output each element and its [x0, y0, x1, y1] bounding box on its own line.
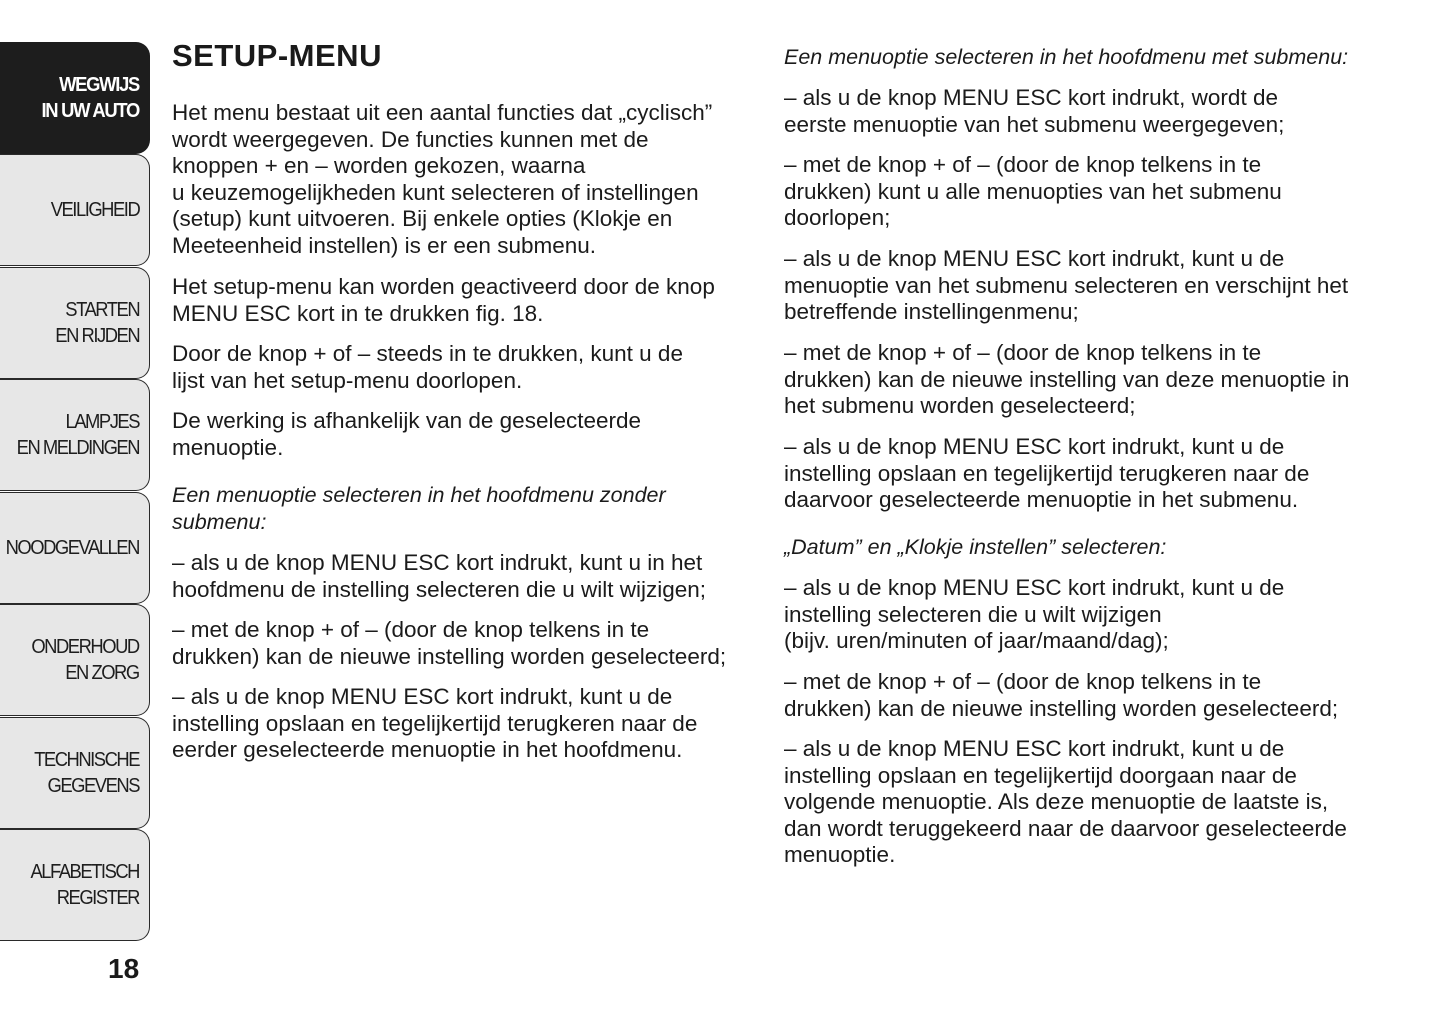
- tab-wegwijs[interactable]: [0, 42, 150, 154]
- tab-onderhoud[interactable]: [0, 604, 150, 716]
- tab-technische[interactable]: [0, 717, 150, 829]
- list-item: – met de knop + of – (door de knop telkens in te drukken) kan de nieuwe instelling worden geselecteerd;: [172, 617, 727, 669]
- tab-label: TECHNISCHE GEGEVENS: [34, 749, 139, 797]
- activation-paragraph: Het setup-menu kan worden geactiveerd door de knop MENU ESC kort in te drukken fig. 18.: [172, 274, 715, 326]
- tab-label: LAMPJES EN MELDINGEN: [16, 411, 139, 459]
- scroll-paragraph: Door de knop + of – steeds in te drukken, kunt u de lijst van het setup-menu doorlopen.: [172, 341, 683, 393]
- list-item: – met de knop + of – (door de knop telkens in te drukken) kan de nieuwe instelling worden geselecteerd;: [784, 669, 1339, 721]
- tab-label: NOODGEVALLEN: [5, 537, 139, 559]
- list-item: – als u de knop MENU ESC kort indrukt, kunt u in het hoofdmenu de instelling selecteren die u wilt wijzigen;: [172, 550, 707, 602]
- intro-paragraph: Het menu bestaat uit een aantal functies dat „cyclisch” wordt weergegeven. De functies kunnen met de knoppen + en – worden gekozen, waarna u keuzemogelijkheden kunt selecteren of instellingen (setup) kunt uitvoeren. Bij enkele opties (Klokje en Meeteenheid instellen) is er een submenu.: [172, 100, 713, 258]
- tab-alfabetisch[interactable]: [0, 829, 150, 941]
- tab-starten[interactable]: [0, 267, 150, 379]
- tab-noodgevallen[interactable]: [0, 492, 150, 604]
- subheading-with-submenu: Een menuoptie selecteren in het hoofdmenu met submenu:: [784, 45, 1349, 69]
- operation-paragraph: De werking is afhankelijk van de geselecteerde menuoptie.: [172, 408, 642, 460]
- page-title: SETUP-MENU: [172, 38, 382, 73]
- list-item: – met de knop + of – (door de knop telkens in te drukken) kan de nieuwe instelling van deze menuoptie in het submenu worden geselecteerd;: [784, 340, 1350, 418]
- subheading-date-clock: „Datum” en „Klokje instellen” selecteren:: [784, 535, 1167, 559]
- tab-lampjes[interactable]: [0, 379, 150, 491]
- subheading-no-submenu: Een menuoptie selecteren in het hoofdmenu zonder submenu:: [172, 483, 666, 534]
- tab-label: ALFABETISCH REGISTER: [30, 861, 139, 909]
- list-item: – met de knop + of – (door de knop telkens in te drukken) kunt u alle menuopties van het submenu doorlopen;: [784, 152, 1282, 230]
- list-item: – als u de knop MENU ESC kort indrukt, kunt u de instelling opslaan en tegelijkertijd terugkeren naar de daarvoor geselecteerde menuoptie in het submenu.: [784, 434, 1310, 512]
- list-item: – als u de knop MENU ESC kort indrukt, kunt u de instelling selecteren die u wilt wijzigen (bijv. uren/minuten of jaar/maand/dag);: [784, 575, 1285, 653]
- tab-label: ONDERHOUD EN ZORG: [31, 636, 139, 684]
- list-item: – als u de knop MENU ESC kort indrukt, kunt u de instelling opslaan en tegelijkertijd terugkeren naar de eerder geselecteerde menuoptie in het hoofdmenu.: [172, 684, 698, 762]
- list-item: – als u de knop MENU ESC kort indrukt, wordt de eerste menuoptie van het submenu weergegeven;: [784, 85, 1285, 137]
- list-item: – als u de knop MENU ESC kort indrukt, kunt u de menuoptie van het submenu selecteren en verschijnt het betreffende instellingenmenu;: [784, 246, 1349, 324]
- tab-veiligheid[interactable]: [0, 154, 150, 266]
- list-item: – als u de knop MENU ESC kort indrukt, kunt u de instelling opslaan en tegelijkertijd doorgaan naar de volgende menuoptie. Als deze menuoptie de laatste is, dan wordt teruggekeerd naar de daarvoor geselecteerde menuoptie.: [784, 736, 1347, 867]
- tab-label: WEGWIJS IN UW AUTO: [41, 74, 139, 122]
- tab-label: VEILIGHEID: [50, 199, 139, 221]
- tab-label: STARTEN EN RIJDEN: [55, 299, 139, 347]
- page-number: 18: [108, 953, 140, 984]
